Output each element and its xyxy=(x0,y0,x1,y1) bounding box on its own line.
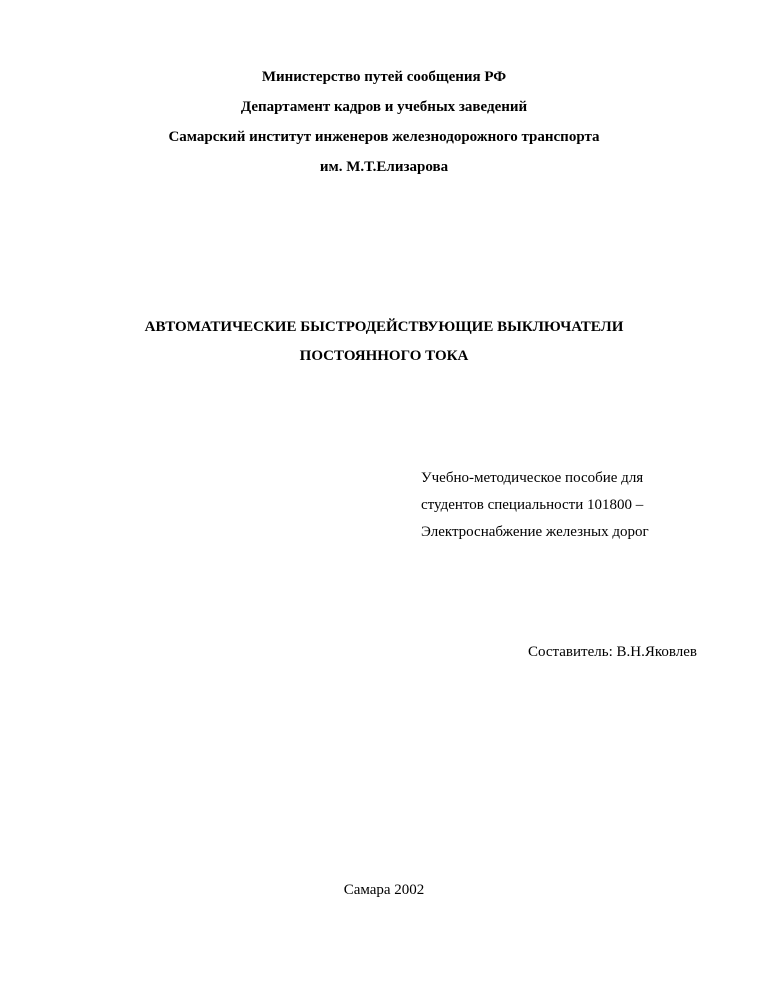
header-institute: Самарский институт инженеров железнодорожного транспорта xyxy=(168,129,600,145)
author-line: Составитель: В.Н.Яковлев xyxy=(528,644,697,660)
document-title-line1: АВТОМАТИЧЕСКИЕ БЫСТРОДЕЙСТВУЮЩИЕ ВЫКЛЮЧАТЕЛИ xyxy=(144,319,624,335)
description-line3: Электроснабжение железных дорог xyxy=(421,524,649,540)
header-department: Департамент кадров и учебных заведений xyxy=(240,99,528,115)
header-ministry: Министерство путей сообщения РФ xyxy=(261,69,507,85)
document-title-line2: ПОСТОЯННОГО ТОКА xyxy=(299,348,469,364)
footer-city-year: Самара 2002 xyxy=(343,882,425,898)
description-line2: студентов специальности 101800 – xyxy=(421,497,644,513)
description-line1: Учебно-методическое пособие для xyxy=(421,470,644,486)
header-institute-name: им. М.Т.Елизарова xyxy=(319,159,449,175)
